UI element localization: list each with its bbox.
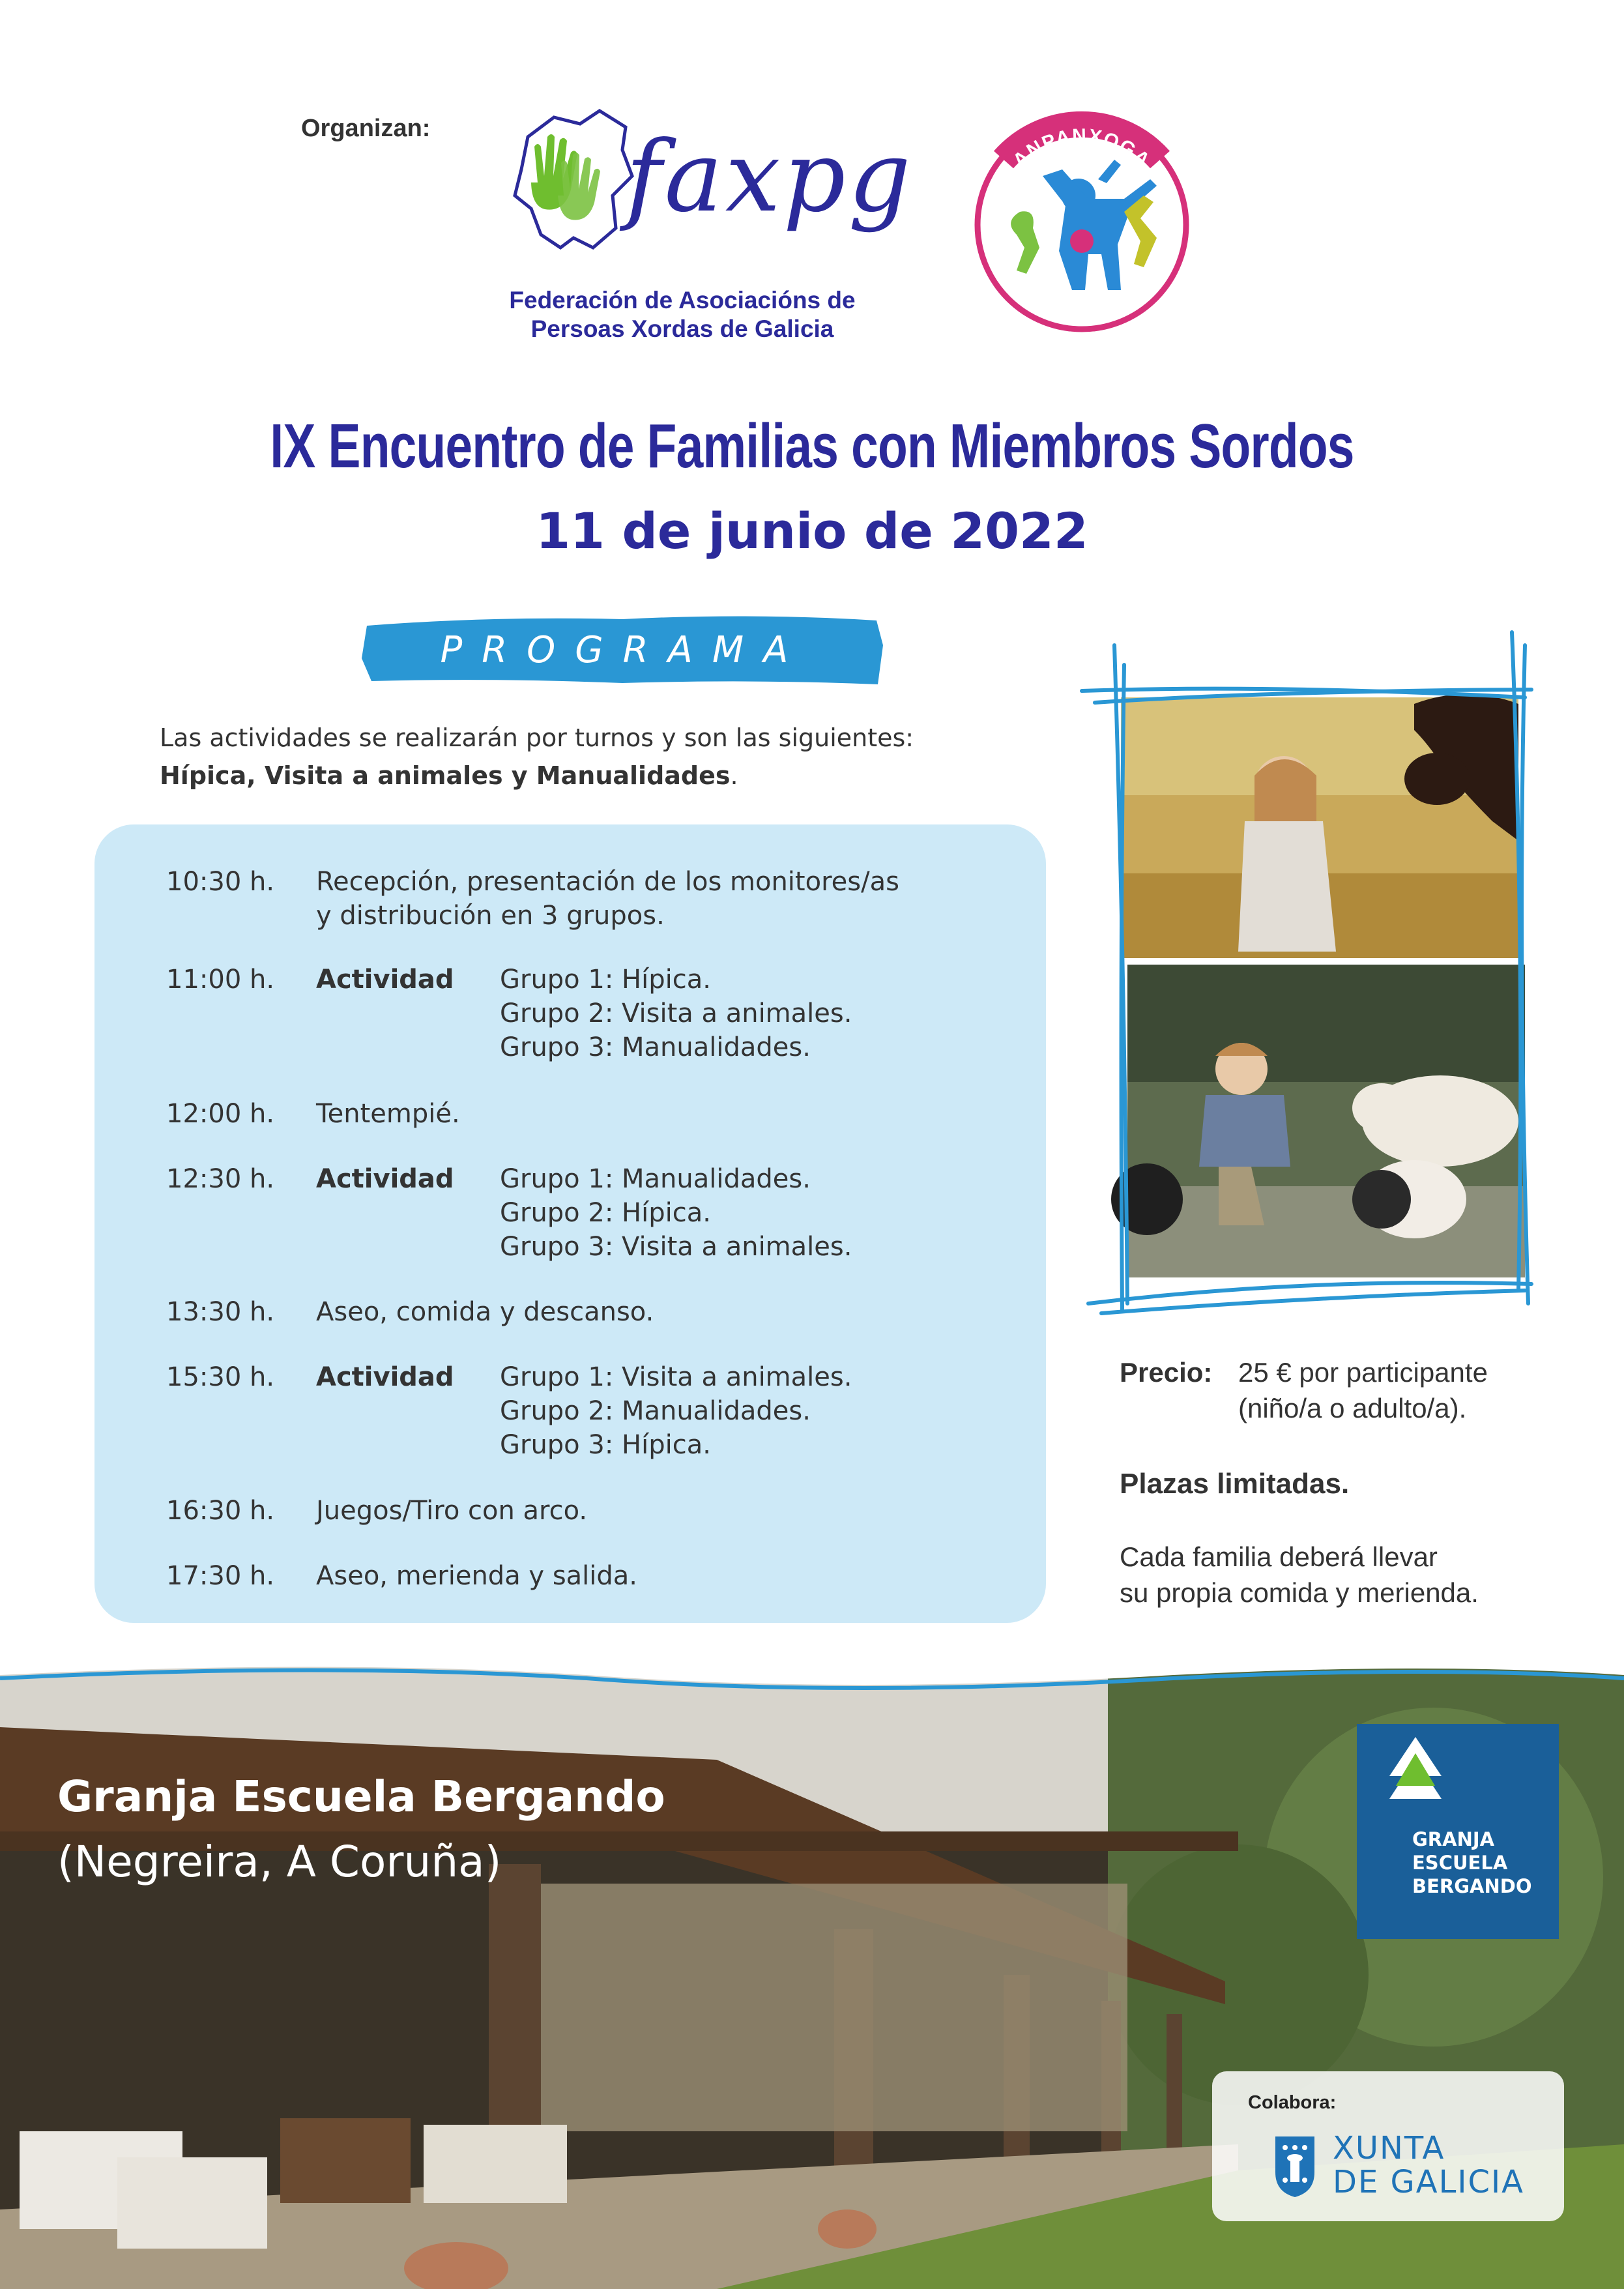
hands-icon [531,134,600,220]
badge-line: ESCUELA [1412,1852,1508,1874]
group-assignment: Grupo 1: Manualidades. [500,1164,811,1194]
schedule-desc: y distribución en 3 grupos. [316,901,665,931]
federation-name-line1: Federación de Asociacións de [509,287,856,313]
xunta-shield-icon [1272,2133,1318,2198]
group-assignment: Grupo 3: Manualidades. [500,1032,811,1062]
venue-location: (Negreira, A Coruña) [57,1837,502,1887]
price-note: (niño/a o adulto/a). [1238,1393,1467,1423]
activity-label: Actividad [316,1164,454,1194]
schedule-time: 17:30 h. [166,1561,275,1591]
group-assignment: Grupo 3: Visita a animales. [500,1232,852,1262]
boy-with-goats-photo [1111,965,1525,1277]
schedule-panel [94,824,1046,1623]
group-assignment: Grupo 2: Visita a animales. [500,999,852,1028]
schedule-time: 11:00 h. [166,965,275,995]
sponsor-box [1212,2071,1564,2221]
group-assignment: Grupo 2: Hípica. [500,1198,711,1228]
xunta-line2: DE GALICIA [1333,2164,1524,2200]
granja-escuela-logo [1357,1724,1559,1939]
event-date: 11 de junio de 2022 [536,502,1088,560]
girl-feeding-horse-photo [1121,694,1518,958]
schedule-time: 10:30 h. [166,867,275,897]
schedule-desc: Aseo, comida y descanso. [316,1297,654,1327]
food-note-line1: Cada familia deberá llevar [1120,1541,1438,1572]
badge-line: BERGANDO [1412,1875,1532,1897]
badge-line: GRANJA [1412,1828,1495,1850]
venue-name: Granja Escuela Bergando [57,1771,665,1822]
event-title: IX Encuentro de Familias con Miembros Sordos [270,411,1354,481]
schedule-desc: Juegos/Tiro con arco. [316,1496,588,1526]
intro-line1: Las actividades se realizarán por turnos y son las siguientes: [160,723,914,752]
price-label: Precio: [1120,1357,1213,1388]
activity-label: Actividad [316,965,454,995]
tree-icon [1386,1734,1445,1805]
anpanxoga-text: ANPANXOGA [1009,124,1155,172]
schedule-time: 12:00 h. [166,1099,275,1129]
food-note-line2: su propia comida y merienda. [1120,1577,1479,1608]
schedule-desc: Tentempié. [316,1099,460,1129]
price-value: 25 € por participante [1238,1357,1488,1388]
intro-line2 [160,761,738,790]
activity-photos [1075,626,1538,1317]
schedule-desc: Aseo, merienda y salida. [316,1561,638,1591]
schedule-time: 13:30 h. [166,1297,275,1327]
group-assignment: Grupo 1: Visita a animales. [500,1362,852,1392]
federation-name-line2: Persoas Xordas de Galicia [530,315,834,342]
sponsor-label: Colabora: [1248,2092,1337,2113]
group-assignment: Grupo 2: Manualidades. [500,1396,811,1426]
faxpg-wordmark: faxpg [626,121,914,234]
limited-places: Plazas limitadas. [1120,1468,1350,1500]
group-assignment: Grupo 3: Hípica. [500,1430,711,1460]
anpanxoga-logo [958,98,1206,345]
programa-heading: PROGRAMA [440,629,808,671]
schedule-time: 15:30 h. [166,1362,275,1392]
schedule-time: 16:30 h. [166,1496,275,1526]
intro-period: . [730,761,738,790]
organizers-label: Organizan: [301,115,431,142]
family-figures-icon [1011,160,1157,290]
activity-label: Actividad [316,1362,454,1392]
schedule-desc: Recepción, presentación de los monitores/as [316,867,899,897]
activities-list: Hípica, Visita a animales y Manualidades [160,761,731,790]
schedule-time: 12:30 h. [166,1164,275,1194]
group-assignment: Grupo 1: Hípica. [500,965,711,995]
xunta-line1: XUNTA [1333,2130,1445,2166]
